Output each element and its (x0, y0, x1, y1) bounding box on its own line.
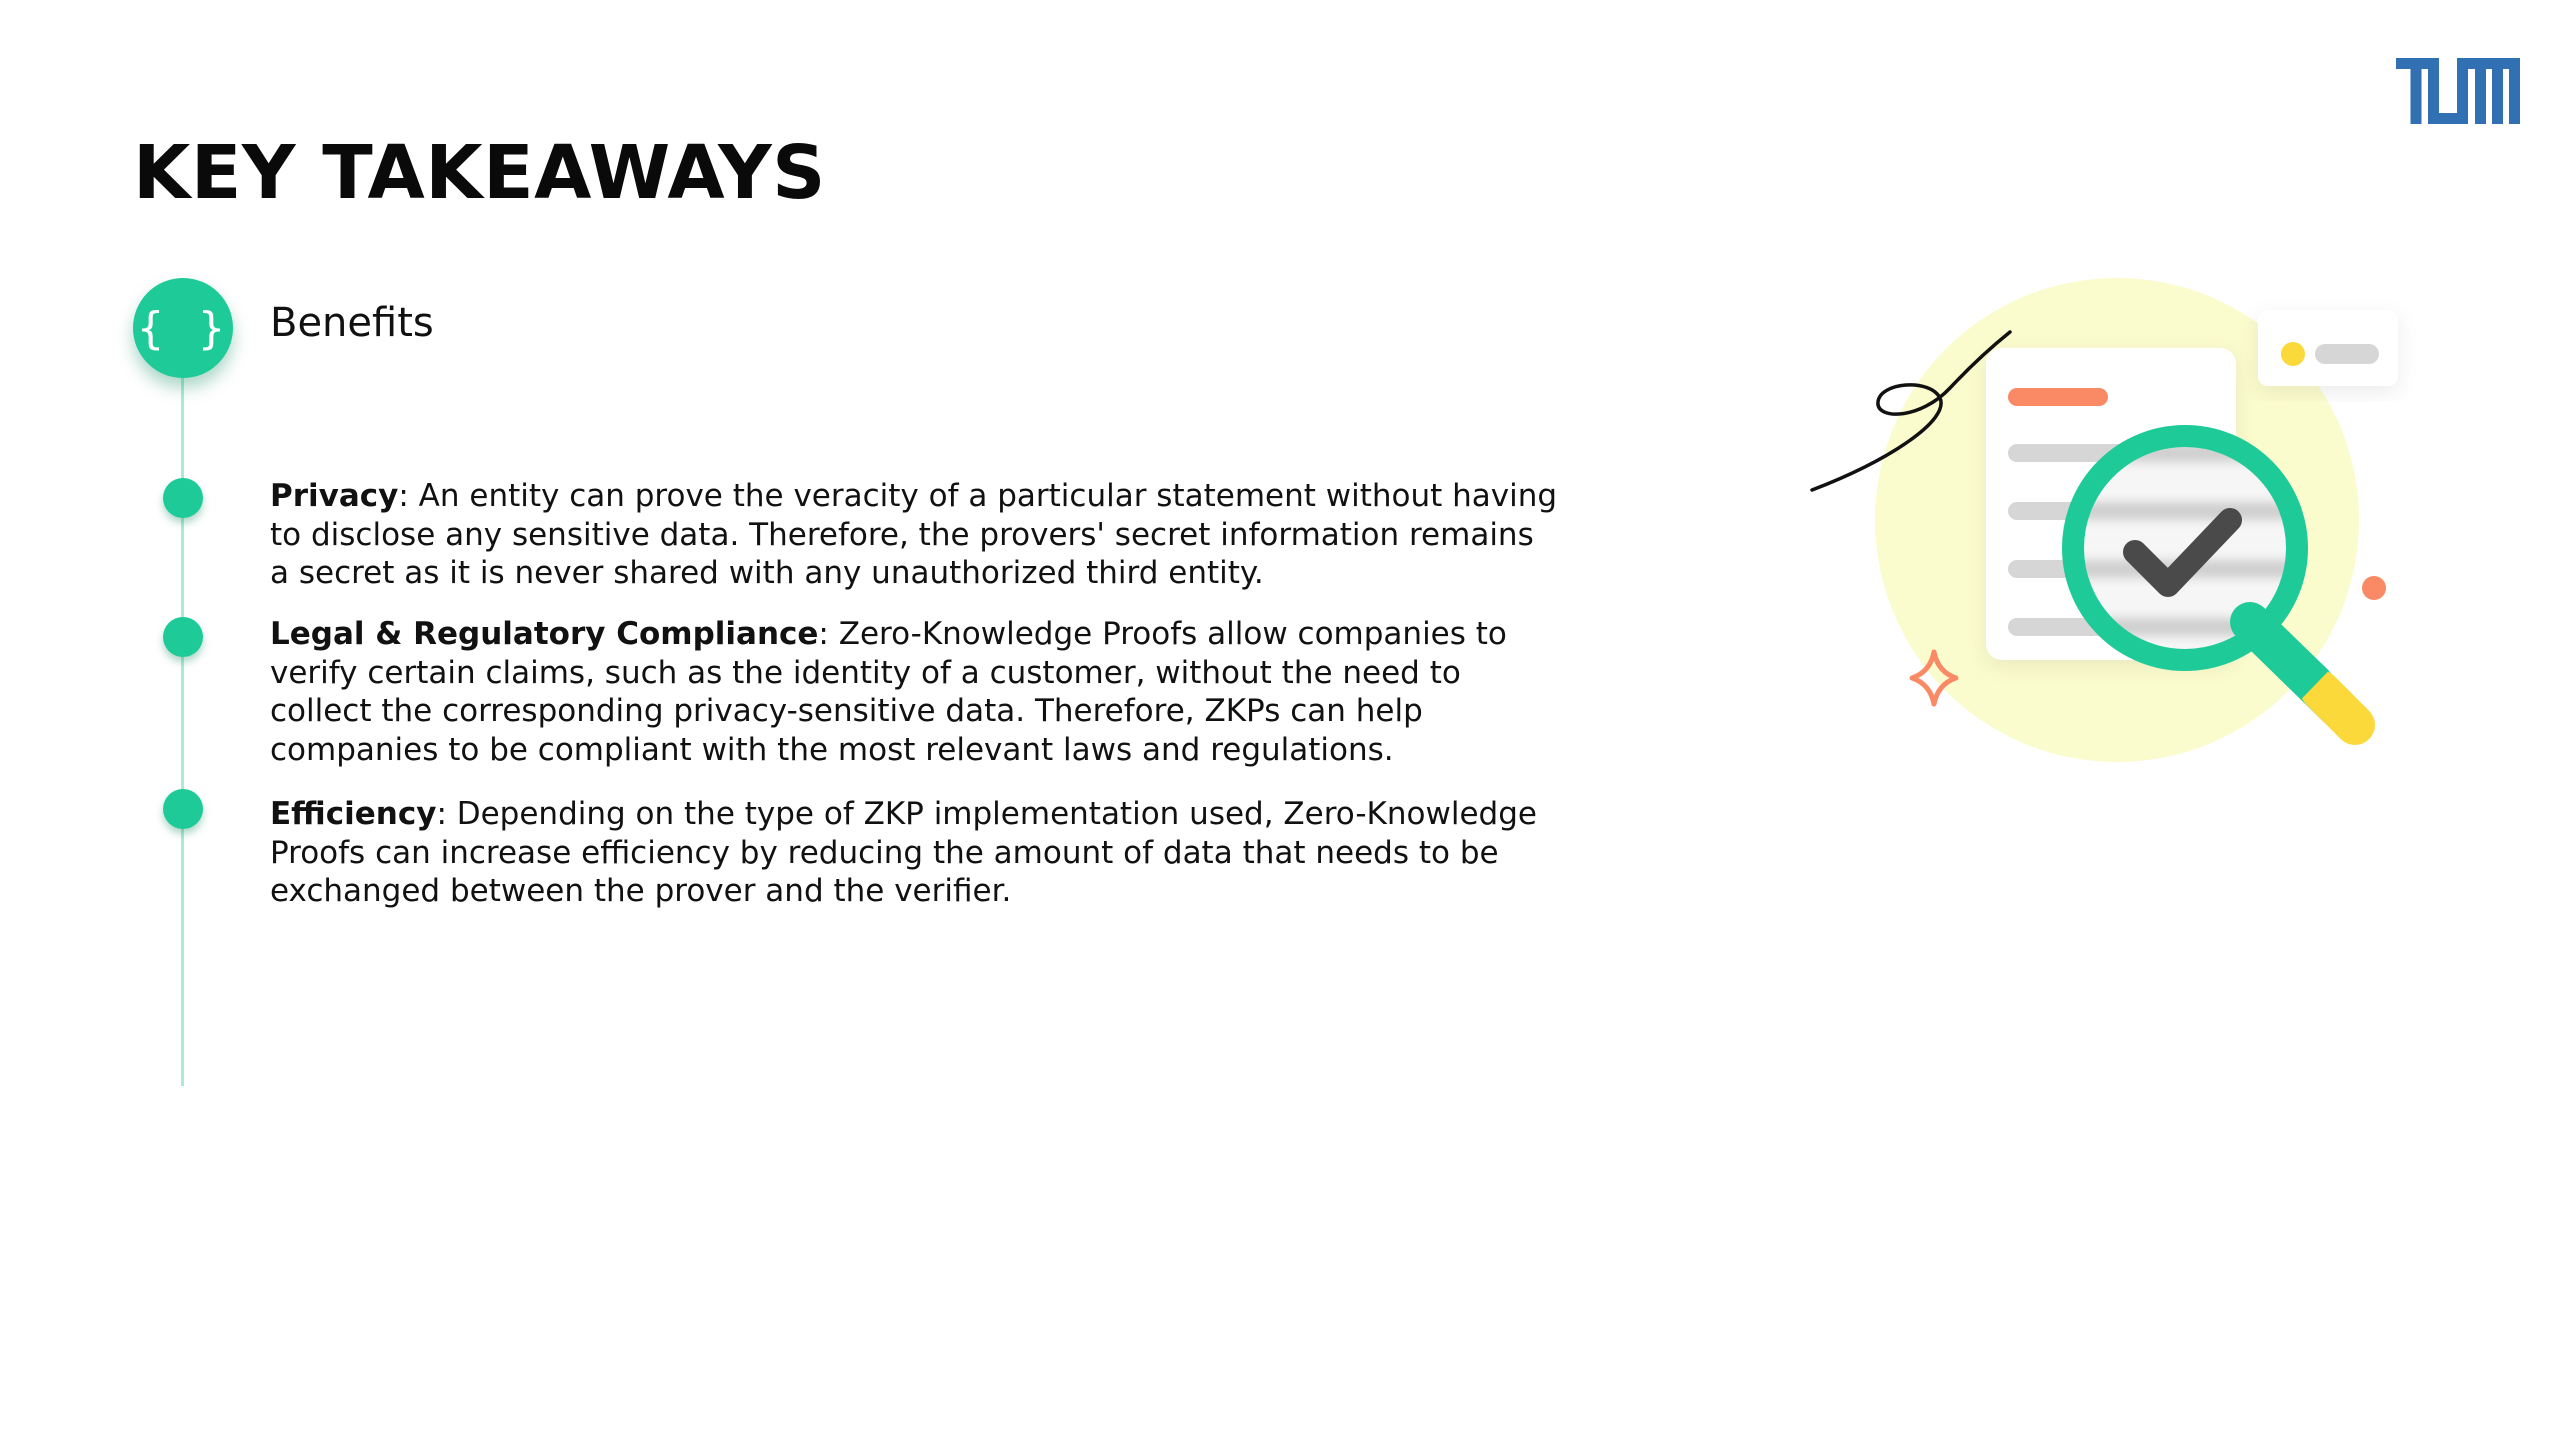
tum-logo (2396, 58, 2520, 124)
item-term: Privacy (270, 478, 399, 514)
item-text: : An entity can prove the veracity of a particular statement without having to disclose any sensitive data. Therefore, the provers' secret information remains a secret as it is never shared with any unauthorized third entity. (270, 478, 1558, 591)
bullet-dot-compliance (163, 617, 203, 657)
page-title: KEY TAKEAWAYS (133, 130, 826, 216)
section-title: Benefits (270, 300, 434, 346)
item-term: Efficiency (270, 796, 437, 832)
timeline-line (181, 330, 184, 1086)
accent-dot (2362, 576, 2386, 600)
item-term: Legal & Regulatory Compliance (270, 616, 819, 652)
list-item-efficiency (270, 795, 1560, 911)
bullet-dot-privacy (163, 478, 203, 518)
item-text: : Zero-Knowledge Proofs allow companies to verify certain claims, such as the identity of a customer, without the need to collect the corresponding privacy-sensitive data. Therefore, ZKPs can help companies to be compliant with the most relevant laws and regulations. (270, 616, 1507, 768)
bullet-dot-efficiency (163, 789, 203, 829)
search-check-illustration (1810, 270, 2430, 780)
list-item-compliance (270, 615, 1560, 769)
curly-braces-icon: { } (133, 278, 233, 378)
list-item-privacy (270, 477, 1560, 593)
item-text: : Depending on the type of ZKP implementation used, Zero-Knowledge Proofs can increase efficiency by reducing the amount of data that needs to be exchanged between the prover and the verifier. (270, 796, 1537, 909)
